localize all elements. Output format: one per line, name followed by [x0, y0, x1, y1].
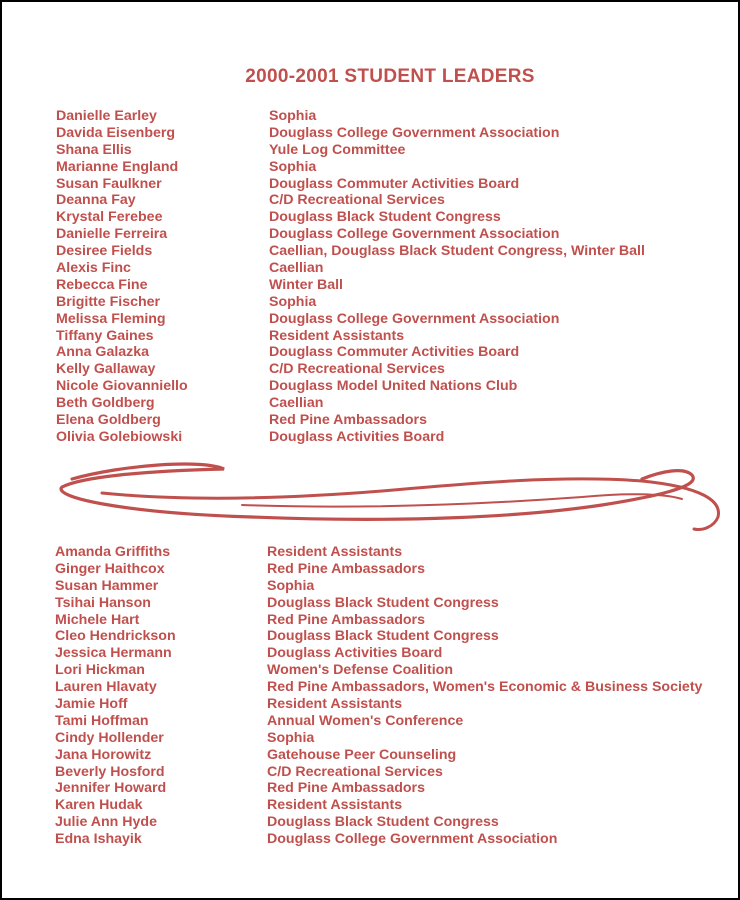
leader-row — [2, 125, 738, 142]
leader-row — [2, 142, 738, 159]
leader-row — [2, 209, 738, 226]
leader-row — [2, 361, 738, 378]
leader-organization: Douglass Commuter Activities Board — [269, 344, 520, 361]
leader-name: Beverly Hosford — [55, 763, 165, 780]
leader-name: Danielle Earley — [56, 108, 157, 124]
leader-organization: Red Pine Ambassadors — [267, 611, 425, 628]
leader-name: Jamie Hoff — [55, 696, 128, 713]
leader-row — [2, 797, 738, 814]
leader-name: Rebecca Fine — [56, 276, 148, 293]
leader-organization: Sophia — [267, 729, 315, 746]
leader-row — [2, 260, 738, 277]
leader-name: Lori Hickman — [55, 662, 145, 679]
leader-organization: Resident Assistants — [267, 544, 403, 560]
leader-organization: Red Pine Ambassadors — [269, 412, 427, 429]
leader-name: Tiffany Gaines — [56, 327, 154, 344]
leader-name: Desiree Fields — [56, 243, 153, 260]
leader-row — [2, 277, 738, 294]
leader-organization: C/D Recreational Services — [269, 361, 445, 378]
leader-name: Cleo Hendrickson — [55, 628, 176, 645]
leader-name: Beth Goldberg — [56, 395, 155, 412]
leader-name: Michele Hart — [55, 611, 140, 628]
leader-row — [2, 226, 738, 243]
leader-name: Julie Ann Hyde — [55, 814, 157, 831]
leader-row — [2, 578, 738, 595]
leader-organization: Douglass Black Student Congress — [267, 814, 499, 831]
leader-name: Nicole Giovanniello — [56, 378, 188, 395]
leader-row — [2, 294, 738, 311]
leader-organization: Douglass Commuter Activities Board — [269, 175, 520, 192]
leader-row — [2, 395, 738, 412]
leader-row — [2, 561, 738, 578]
leader-row — [2, 730, 738, 747]
leader-organization: Annual Women's Conference — [267, 712, 464, 729]
leader-row — [2, 831, 738, 848]
leader-organization: Douglass College Government Association — [267, 831, 558, 848]
leader-organization: Gatehouse Peer Counseling — [267, 746, 457, 763]
leader-organization: Douglass Model United Nations Club — [269, 378, 518, 395]
leader-organization: Douglass Black Student Congress — [267, 594, 499, 611]
leader-name: Jana Horowitz — [55, 746, 152, 763]
leader-organization: Caellian, Douglass Black Student Congress, Winter Ball — [269, 243, 645, 260]
page-title: 2000-2001 STUDENT LEADERS — [245, 66, 535, 87]
leader-row — [2, 412, 738, 429]
leader-row — [2, 192, 738, 209]
leader-organization: C/D Recreational Services — [269, 192, 445, 209]
leader-organization: Douglass Activities Board — [269, 428, 445, 445]
leader-organization: Sophia — [269, 108, 317, 124]
leader-name: Deanna Fay — [56, 192, 136, 209]
leader-name: Shana Ellis — [56, 141, 132, 158]
leaders-list-1 — [2, 108, 738, 446]
leader-name: Jessica Hermann — [55, 645, 172, 662]
leader-name: Amanda Griffiths — [55, 544, 171, 560]
leader-name: Marianne England — [56, 158, 179, 175]
leader-organization: Resident Assistants — [267, 797, 403, 814]
leader-organization: Women's Defense Coalition — [267, 662, 454, 679]
leader-name: Melissa Fleming — [56, 310, 166, 327]
leader-row — [2, 328, 738, 345]
leader-name: Cindy Hollender — [55, 729, 164, 746]
leader-row — [2, 780, 738, 797]
leader-name: Jennifer Howard — [55, 780, 167, 797]
leader-name: Davida Eisenberg — [56, 124, 176, 141]
leader-name: Ginger Haithcox — [55, 560, 165, 577]
leader-organization: Douglass College Government Association — [269, 310, 560, 327]
decorative-swash — [2, 457, 738, 537]
leader-row — [2, 176, 738, 193]
leader-name: Edna Ishayik — [55, 831, 142, 848]
leader-organization: Douglass Black Student Congress — [269, 209, 501, 226]
leader-name: Susan Faulkner — [56, 175, 162, 192]
leader-row — [2, 814, 738, 831]
leader-row — [2, 243, 738, 260]
leaders-list-2 — [2, 544, 738, 848]
leader-row — [2, 595, 738, 612]
leader-row — [2, 645, 738, 662]
leader-organization: Winter Ball — [269, 276, 343, 293]
leader-row — [2, 544, 738, 561]
leader-row — [2, 429, 738, 446]
leader-organization: Yule Log Committee — [269, 141, 406, 158]
leader-row — [2, 628, 738, 645]
leader-name: Elena Goldberg — [56, 412, 161, 429]
leader-organization: Resident Assistants — [269, 327, 405, 344]
leader-organization: Douglass College Government Association — [269, 124, 560, 141]
leader-row — [2, 713, 738, 730]
leader-name: Kelly Gallaway — [56, 361, 156, 378]
leader-organization: Caellian — [269, 260, 324, 277]
leader-row — [2, 311, 738, 328]
leader-name: Olivia Golebiowski — [56, 428, 183, 445]
leader-organization: Sophia — [269, 293, 317, 310]
leader-row — [2, 747, 738, 764]
leader-name: Alexis Finc — [56, 260, 131, 277]
leader-organization: Resident Assistants — [267, 696, 403, 713]
leader-organization: Caellian — [269, 395, 324, 412]
leader-row — [2, 108, 738, 125]
leader-organization: Red Pine Ambassadors, Women's Economic & Business Society — [267, 679, 703, 696]
leader-name: Danielle Ferreira — [56, 226, 168, 243]
leader-row — [2, 612, 738, 629]
leader-organization: Sophia — [267, 577, 315, 594]
leader-organization: C/D Recreational Services — [267, 763, 443, 780]
leader-organization: Douglass Activities Board — [267, 645, 443, 662]
leader-row — [2, 344, 738, 361]
leader-row — [2, 679, 738, 696]
leader-row — [2, 764, 738, 781]
leader-name: Tami Hoffman — [55, 712, 149, 729]
leader-name: Susan Hammer — [55, 577, 159, 594]
leader-name: Anna Galazka — [56, 344, 150, 361]
leader-row — [2, 696, 738, 713]
leader-name: Karen Hudak — [55, 797, 143, 814]
leader-row — [2, 662, 738, 679]
leader-name: Brigitte Fischer — [56, 293, 161, 310]
leader-name: Lauren Hlavaty — [55, 679, 157, 696]
leader-row — [2, 159, 738, 176]
leader-name: Tsihai Hanson — [55, 594, 151, 611]
leader-organization: Red Pine Ambassadors — [267, 560, 425, 577]
leader-row — [2, 378, 738, 395]
leader-organization: Red Pine Ambassadors — [267, 780, 425, 797]
leader-organization: Douglass Black Student Congress — [267, 628, 499, 645]
leader-organization: Sophia — [269, 158, 317, 175]
leader-name: Krystal Ferebee — [56, 209, 163, 226]
leader-organization: Douglass College Government Association — [269, 226, 560, 243]
